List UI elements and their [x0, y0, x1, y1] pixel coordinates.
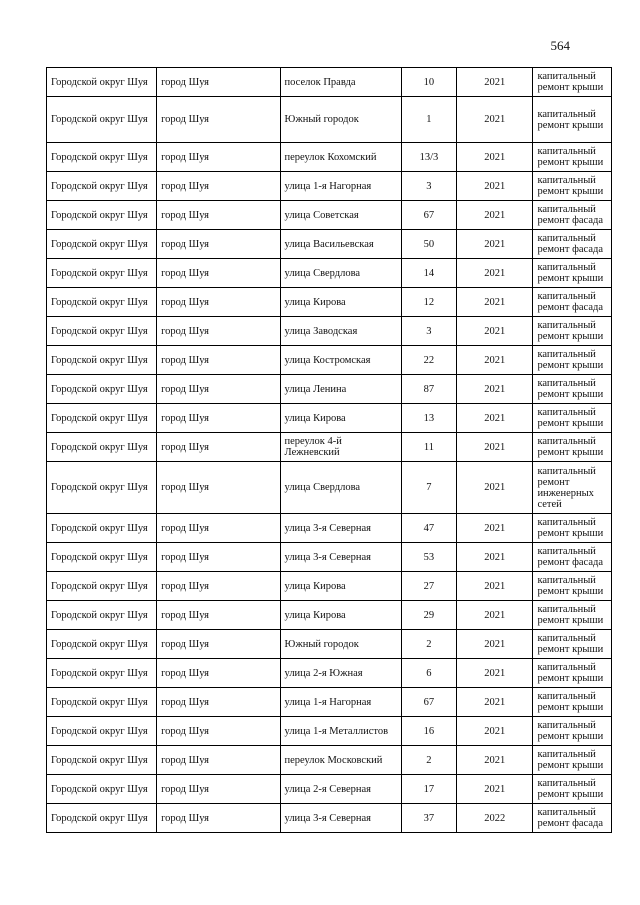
cell-city: город Шуя	[157, 433, 280, 462]
cell-work-type: капитальный ремонт крыши	[533, 317, 612, 346]
cell-year: 2022	[456, 804, 532, 833]
cell-work-type: капитальный ремонт крыши	[533, 404, 612, 433]
cell-work-type: капитальный ремонт крыши	[533, 259, 612, 288]
table-row	[47, 659, 612, 688]
cell-okrug: Городской округ Шуя	[47, 804, 157, 833]
cell-house-number: 16	[401, 717, 456, 746]
table-row	[47, 143, 612, 172]
cell-work-type: капитальный ремонт фасада	[533, 543, 612, 572]
cell-house-number: 14	[401, 259, 456, 288]
cell-street: улица Костромская	[280, 346, 401, 375]
table-row	[47, 317, 612, 346]
cell-street: улица Советская	[280, 201, 401, 230]
cell-year: 2021	[456, 688, 532, 717]
cell-year: 2021	[456, 462, 532, 514]
cell-work-type: капитальный ремонт крыши	[533, 717, 612, 746]
cell-work-type: капитальный ремонт крыши	[533, 659, 612, 688]
cell-year: 2021	[456, 717, 532, 746]
cell-year: 2021	[456, 317, 532, 346]
cell-work-type: капитальный ремонт крыши	[533, 775, 612, 804]
cell-house-number: 87	[401, 375, 456, 404]
cell-okrug: Городской округ Шуя	[47, 746, 157, 775]
table-row	[47, 775, 612, 804]
table-row	[47, 172, 612, 201]
cell-house-number: 47	[401, 514, 456, 543]
cell-work-type: капитальный ремонт крыши	[533, 433, 612, 462]
cell-work-type: капитальный ремонт крыши	[533, 143, 612, 172]
cell-street: Южный городок	[280, 630, 401, 659]
cell-street: улица Свердлова	[280, 259, 401, 288]
cell-okrug: Городской округ Шуя	[47, 514, 157, 543]
cell-house-number: 3	[401, 317, 456, 346]
cell-street: улица Кирова	[280, 288, 401, 317]
cell-street: переулок 4-й Лежневский	[280, 433, 401, 462]
cell-work-type: капитальный ремонт крыши	[533, 746, 612, 775]
cell-city: город Шуя	[157, 172, 280, 201]
cell-work-type: капитальный ремонт фасада	[533, 288, 612, 317]
cell-city: город Шуя	[157, 688, 280, 717]
table-row	[47, 97, 612, 143]
cell-city: город Шуя	[157, 572, 280, 601]
cell-city: город Шуя	[157, 543, 280, 572]
table-row	[47, 201, 612, 230]
cell-work-type: капитальный ремонт крыши	[533, 688, 612, 717]
cell-okrug: Городской округ Шуя	[47, 346, 157, 375]
cell-work-type: капитальный ремонт фасада	[533, 230, 612, 259]
table-row	[47, 375, 612, 404]
cell-okrug: Городской округ Шуя	[47, 143, 157, 172]
cell-street: улица Кирова	[280, 404, 401, 433]
cell-year: 2021	[456, 375, 532, 404]
page-number: 564	[550, 38, 570, 53]
cell-okrug: Городской округ Шуя	[47, 775, 157, 804]
cell-work-type: капитальный ремонт крыши	[533, 514, 612, 543]
table-row	[47, 68, 612, 97]
cell-okrug: Городской округ Шуя	[47, 572, 157, 601]
cell-year: 2021	[456, 230, 532, 259]
cell-okrug: Городской округ Шуя	[47, 433, 157, 462]
cell-okrug: Городской округ Шуя	[47, 404, 157, 433]
cell-street: улица 3-я Северная	[280, 804, 401, 833]
cell-street: улица Васильевская	[280, 230, 401, 259]
cell-city: город Шуя	[157, 462, 280, 514]
cell-street: улица 3-я Северная	[280, 514, 401, 543]
cell-house-number: 13/3	[401, 143, 456, 172]
cell-house-number: 11	[401, 433, 456, 462]
cell-house-number: 2	[401, 630, 456, 659]
cell-street: улица 2-я Южная	[280, 659, 401, 688]
table-row	[47, 230, 612, 259]
table-row	[47, 630, 612, 659]
cell-house-number: 1	[401, 97, 456, 143]
cell-city: город Шуя	[157, 317, 280, 346]
cell-work-type: капитальный ремонт крыши	[533, 572, 612, 601]
cell-year: 2021	[456, 572, 532, 601]
cell-okrug: Городской округ Шуя	[47, 375, 157, 404]
table-row	[47, 514, 612, 543]
table-row	[47, 746, 612, 775]
cell-city: город Шуя	[157, 375, 280, 404]
cell-house-number: 13	[401, 404, 456, 433]
table-row	[47, 404, 612, 433]
cell-city: город Шуя	[157, 68, 280, 97]
cell-street: улица 1-я Нагорная	[280, 688, 401, 717]
cell-year: 2021	[456, 172, 532, 201]
cell-year: 2021	[456, 288, 532, 317]
cell-okrug: Городской округ Шуя	[47, 543, 157, 572]
cell-year: 2021	[456, 543, 532, 572]
cell-house-number: 3	[401, 172, 456, 201]
cell-street: улица Свердлова	[280, 462, 401, 514]
cell-work-type: капитальный ремонт фасада	[533, 201, 612, 230]
cell-year: 2021	[456, 201, 532, 230]
cell-house-number: 37	[401, 804, 456, 833]
cell-work-type: капитальный ремонт крыши	[533, 375, 612, 404]
cell-okrug: Городской округ Шуя	[47, 688, 157, 717]
cell-city: город Шуя	[157, 143, 280, 172]
cell-street: улица 1-я Металлистов	[280, 717, 401, 746]
table-row	[47, 346, 612, 375]
cell-year: 2021	[456, 143, 532, 172]
cell-city: город Шуя	[157, 746, 280, 775]
table-row	[47, 259, 612, 288]
cell-street: улица Заводская	[280, 317, 401, 346]
table-row	[47, 543, 612, 572]
cell-year: 2021	[456, 346, 532, 375]
table-row	[47, 462, 612, 514]
table-row	[47, 717, 612, 746]
cell-house-number: 53	[401, 543, 456, 572]
table-row	[47, 688, 612, 717]
cell-work-type: капитальный ремонт крыши	[533, 601, 612, 630]
cell-okrug: Городской округ Шуя	[47, 601, 157, 630]
table-row	[47, 433, 612, 462]
cell-work-type: капитальный ремонт крыши	[533, 346, 612, 375]
cell-street: переулок Кохомский	[280, 143, 401, 172]
table-body	[47, 68, 612, 833]
cell-street: улица Кирова	[280, 572, 401, 601]
cell-okrug: Городской округ Шуя	[47, 230, 157, 259]
cell-year: 2021	[456, 514, 532, 543]
cell-street: улица 2-я Северная	[280, 775, 401, 804]
cell-street: улица Ленина	[280, 375, 401, 404]
cell-city: город Шуя	[157, 659, 280, 688]
cell-year: 2021	[456, 630, 532, 659]
cell-city: город Шуя	[157, 404, 280, 433]
cell-house-number: 67	[401, 688, 456, 717]
cell-year: 2021	[456, 259, 532, 288]
cell-city: город Шуя	[157, 630, 280, 659]
cell-city: город Шуя	[157, 514, 280, 543]
cell-city: город Шуя	[157, 804, 280, 833]
cell-house-number: 6	[401, 659, 456, 688]
table-row	[47, 288, 612, 317]
cell-street: улица Кирова	[280, 601, 401, 630]
cell-street: переулок Московский	[280, 746, 401, 775]
table-row	[47, 572, 612, 601]
table-row	[47, 804, 612, 833]
cell-year: 2021	[456, 97, 532, 143]
cell-house-number: 10	[401, 68, 456, 97]
cell-city: город Шуя	[157, 717, 280, 746]
cell-okrug: Городской округ Шуя	[47, 659, 157, 688]
cell-house-number: 7	[401, 462, 456, 514]
cell-okrug: Городской округ Шуя	[47, 259, 157, 288]
cell-work-type: капитальный ремонт крыши	[533, 97, 612, 143]
cell-year: 2021	[456, 746, 532, 775]
cell-city: город Шуя	[157, 346, 280, 375]
cell-house-number: 12	[401, 288, 456, 317]
cell-okrug: Городской округ Шуя	[47, 97, 157, 143]
cell-house-number: 22	[401, 346, 456, 375]
cell-work-type: капитальный ремонт фасада	[533, 804, 612, 833]
cell-okrug: Городской округ Шуя	[47, 172, 157, 201]
cell-house-number: 50	[401, 230, 456, 259]
cell-street: Южный городок	[280, 97, 401, 143]
cell-okrug: Городской округ Шуя	[47, 201, 157, 230]
repair-schedule-table	[46, 67, 612, 833]
cell-okrug: Городской округ Шуя	[47, 68, 157, 97]
cell-street: улица 1-я Нагорная	[280, 172, 401, 201]
cell-city: город Шуя	[157, 775, 280, 804]
cell-city: город Шуя	[157, 201, 280, 230]
cell-street: улица 3-я Северная	[280, 543, 401, 572]
cell-house-number: 2	[401, 746, 456, 775]
cell-okrug: Городской округ Шуя	[47, 462, 157, 514]
cell-year: 2021	[456, 601, 532, 630]
cell-city: город Шуя	[157, 97, 280, 143]
cell-work-type: капитальный ремонт инженерных сетей	[533, 462, 612, 514]
cell-city: город Шуя	[157, 259, 280, 288]
cell-city: город Шуя	[157, 601, 280, 630]
cell-year: 2021	[456, 404, 532, 433]
cell-house-number: 27	[401, 572, 456, 601]
cell-okrug: Городской округ Шуя	[47, 630, 157, 659]
cell-okrug: Городской округ Шуя	[47, 717, 157, 746]
table-row	[47, 601, 612, 630]
cell-house-number: 29	[401, 601, 456, 630]
cell-year: 2021	[456, 433, 532, 462]
cell-work-type: капитальный ремонт крыши	[533, 630, 612, 659]
cell-house-number: 17	[401, 775, 456, 804]
cell-work-type: капитальный ремонт крыши	[533, 172, 612, 201]
cell-okrug: Городской округ Шуя	[47, 288, 157, 317]
cell-city: город Шуя	[157, 288, 280, 317]
cell-house-number: 67	[401, 201, 456, 230]
cell-year: 2021	[456, 659, 532, 688]
cell-year: 2021	[456, 68, 532, 97]
cell-city: город Шуя	[157, 230, 280, 259]
cell-work-type: капитальный ремонт крыши	[533, 68, 612, 97]
cell-okrug: Городской округ Шуя	[47, 317, 157, 346]
cell-street: поселок Правда	[280, 68, 401, 97]
cell-year: 2021	[456, 775, 532, 804]
